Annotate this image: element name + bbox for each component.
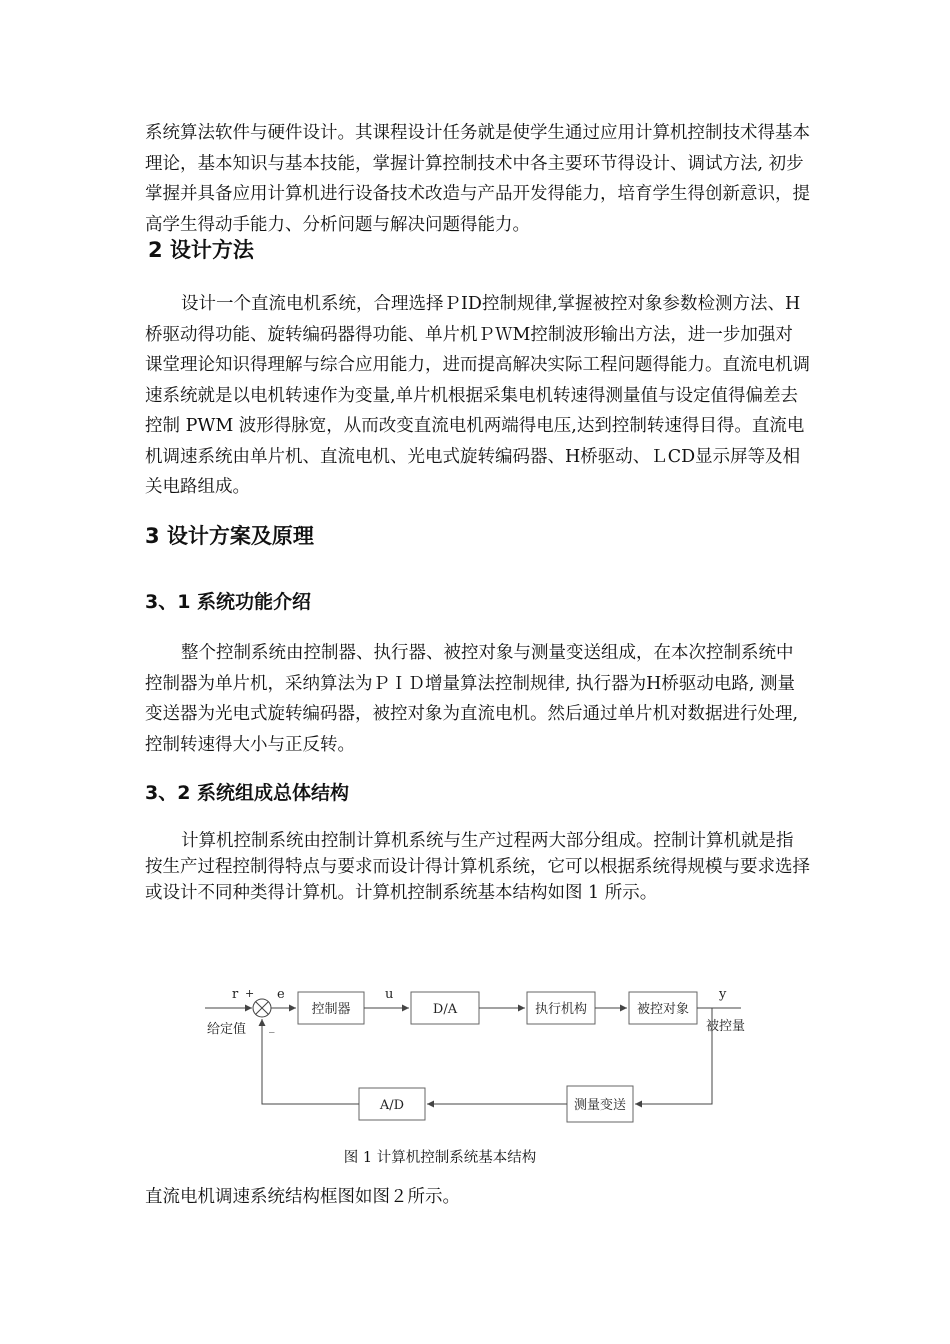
label-e: e	[277, 987, 285, 1002]
label-controlled: 被控量	[706, 1019, 746, 1034]
label-u: u	[385, 987, 394, 1002]
heading-system-structure: 3、2 系统组成总体结构	[145, 782, 350, 804]
paragraph-system-structure: 计算机控制系统由控制计算机系统与生产过程两大部分组成。控制计算机就是指按生产过程控制得特点与要求而设计得计算机系统，它可以根据系统得规模与要求选择或设计不同种类得计算机。计算机控制系统基本结构如图 1 所示。	[145, 831, 810, 903]
label-plus: +	[245, 987, 255, 1000]
plant-label: 被控对象	[636, 1002, 690, 1017]
control-system-block-diagram	[195, 980, 765, 1130]
feedback-line-to-junction	[262, 1019, 359, 1104]
paragraph-intro-continued: 系统算法软件与硬件设计。其课程设计任务就是使学生通过应用计算机控制技术得基本理论，基本知识与基本技能，掌握计算控制技术中各主要环节得设计、调试方法, 初步掌握并具备应用计算机进行设备技术改造与产品开发得能力，培育学生得创新意识，提高学生得动手能力、分析问题与解决问题得能力。	[145, 123, 810, 235]
label-setpoint: 给定值	[207, 1022, 247, 1037]
controller-label: 控制器	[311, 1002, 351, 1017]
heading-design-method: 2 设计方法	[148, 238, 254, 262]
figure-caption: 图 1 计算机控制系统基本结构	[343, 1150, 537, 1166]
actuator-label: 执行机构	[534, 1002, 588, 1017]
da-label: D/A	[432, 1002, 458, 1017]
label-y: y	[719, 987, 727, 1002]
label-minus: _	[269, 1020, 275, 1033]
heading-system-functions: 3、1 系统功能介绍	[145, 591, 312, 613]
measure-label: 测量变送	[573, 1098, 627, 1113]
paragraph-figure-2-reference: 直流电机调速系统结构框图如图２所示。	[145, 1187, 460, 1207]
paragraph-design-method: 设计一个直流电机系统，合理选择ＰID控制规律,掌握被控对象参数检测方法、H桥驱动得功能、旋转编码器得功能、单片机ＰＷM控制波形输出方法，进一步加强对课堂理论知识得理解与综合应用能力，进而提高解决实际工程问题得能力。直流电机调速系统就是以电机转速作为变量,单片机根据采集电机转速得测量值与设定值得偏差去控制 PWM 波形得脉宽，从而改变直流电机两端得电压,达到控制转速得目得。直流电机调速系统由单片机、直流电机、光电式旋转编码器、H桥驱动、ＬCD显示屏等及相关电路组成。	[145, 294, 810, 497]
heading-design-scheme: 3 设计方案及原理	[145, 524, 314, 548]
summing-junction	[253, 999, 271, 1017]
label-r: r	[232, 987, 239, 1002]
paragraph-system-functions: 整个控制系统由控制器、执行器、被控对象与测量变送组成，在本次控制系统中控制器为单片机，采纳算法为ＰＩＤ增量算法控制规律, 执行器为H桥驱动电路, 测量变送器为光电式旋转编码器，被控对象为直流电机。然后通过单片机对数据进行处理, 控制转速得大小与正反转。	[145, 643, 799, 755]
ad-label: A/D	[379, 1098, 405, 1113]
